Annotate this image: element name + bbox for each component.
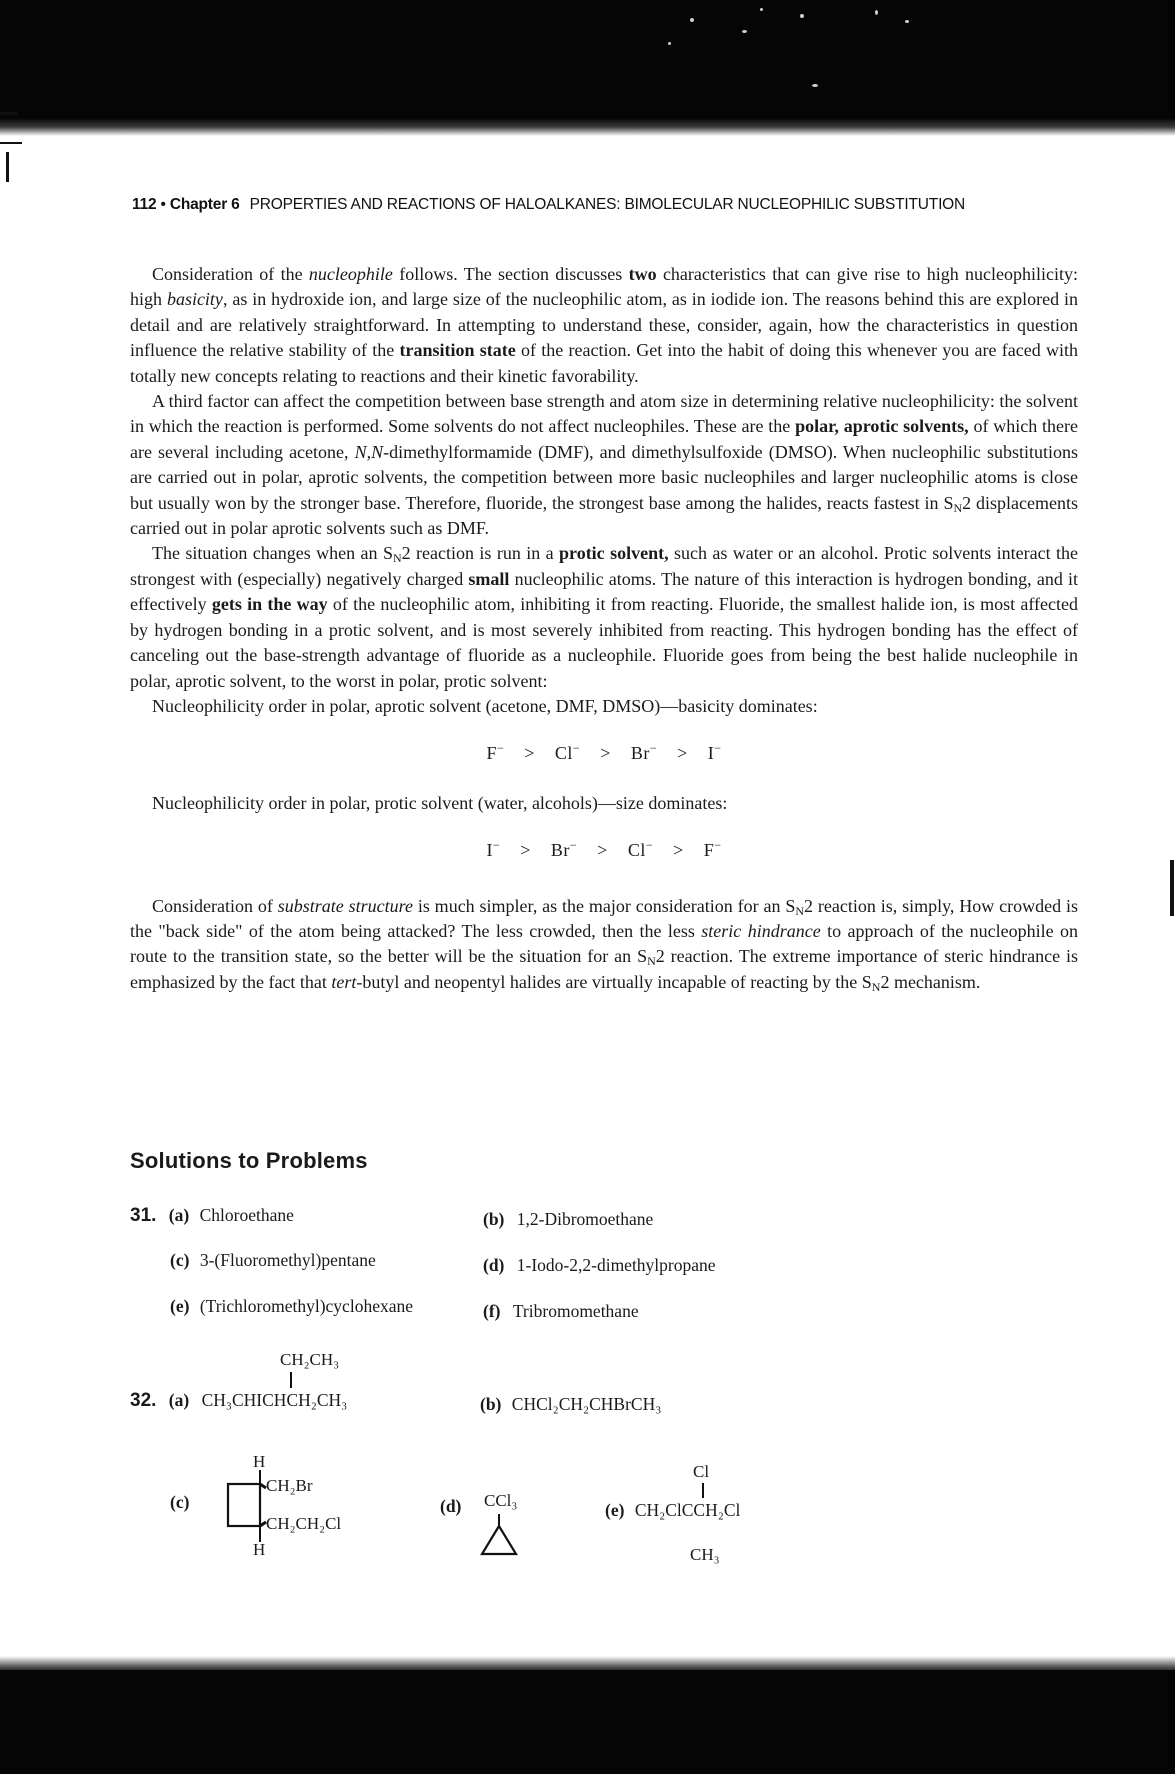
- greater-than: >: [600, 743, 611, 764]
- problem-31-d: [483, 1255, 716, 1276]
- part-label: (e): [170, 1296, 190, 1316]
- problem-number: 32.: [130, 1390, 157, 1411]
- header-bullet: •: [160, 196, 170, 213]
- problem-31-c: [170, 1250, 376, 1271]
- part-label: (b): [483, 1209, 505, 1229]
- paragraph-nucleophile: [130, 262, 1078, 389]
- ion: F−: [486, 741, 505, 764]
- text-run: , as in hydroxide ion, and large size of the nucleophilic atom, as in iodide ion. The reasons behind this are explored in detail and are relatively straightforward. In attempting to understand these, consider, again, how the characteristics in question influence the relative stability of the: [130, 289, 1079, 361]
- text-run: reaction. The extreme importance of steric hindrance is emphasized by the fact that: [130, 946, 1078, 992]
- scan-speck: [760, 8, 763, 11]
- scan-top-border: [0, 0, 1175, 130]
- term-hindrance: hindrance: [747, 920, 821, 941]
- ion-order-aprotic: [130, 741, 1078, 766]
- part-label: (d): [483, 1255, 505, 1275]
- problem-number: 31.: [130, 1205, 157, 1226]
- ion: I−: [486, 838, 501, 861]
- structure-32e-top: Cl: [693, 1462, 710, 1481]
- ion: F−: [703, 838, 722, 861]
- chapter-label: Chapter 6: [169, 196, 240, 213]
- scan-speck: [742, 30, 747, 33]
- text-run: nucleophilic atoms. The nature of this interaction is hydrogen bonding, and it effectively: [130, 568, 1078, 615]
- text-run: Consideration of the: [152, 264, 303, 284]
- text-run: reaction is, simply, How crowded is the "back side" of the atom being attacked? The less crowded, then the less: [130, 895, 1079, 941]
- text-run: The situation changes when an: [152, 543, 378, 564]
- text-run: -dimethylformamide (DMF), and dimethylsulfoxide (DMSO). When nucleophilic substitutions are carried out in polar, aprotic solvents, the competition between more basic nucleophiles and larger nucleophilic atoms is close but usually won by the stronger base. Therefore, fluoride, the strongest base among the halides, reacts fastest in: [130, 441, 1078, 513]
- bond-line: [702, 1483, 704, 1498]
- structure-formula: CHCl₂CH₂CHBrCH₃: [511, 1394, 662, 1414]
- term-steric: steric: [701, 920, 742, 941]
- ring-substituent-2: CH₂CH₂Cl: [266, 1514, 342, 1533]
- term-protic-solvent: protic solvent,: [559, 543, 669, 564]
- scan-bottom-border: [0, 1670, 1175, 1774]
- margin-mark: [1170, 896, 1174, 916]
- problem-32-d-label: [440, 1496, 461, 1517]
- part-label: (e): [605, 1500, 625, 1520]
- term-small: small: [468, 568, 510, 589]
- margin-mark: [6, 152, 9, 182]
- scan-top-edge: [0, 118, 1175, 136]
- text-run: to approach of the nucleophile on route to the transition state, so the better will be the situation for an: [130, 920, 1079, 967]
- ion: Cl−: [627, 838, 654, 861]
- structure-formula: CH₃CHICHCH₂CH₃: [201, 1390, 348, 1410]
- structure-32a-branch: CH₂CH₃: [280, 1350, 340, 1369]
- answer: Tribromomethane: [512, 1301, 639, 1321]
- ring-substituent-1: CH₂Br: [266, 1476, 313, 1495]
- ring-h-bottom: H: [253, 1540, 266, 1559]
- text-run: A third factor can affect the competition between base strength and atom size in determining relative nucleophilicity: the solvent in which the reaction is performed. Some solvents do not affect nucleophiles. These are the: [130, 391, 1078, 437]
- greater-than: >: [524, 743, 535, 764]
- scan-speck: [905, 20, 909, 23]
- paragraph-protic: [130, 541, 1078, 693]
- scan-speck: [668, 42, 671, 45]
- answer: 1-Iodo-2,2-dimethylpropane: [516, 1255, 716, 1275]
- margin-mark: [0, 142, 22, 144]
- term-transition-state: transition state: [399, 340, 516, 361]
- text-run: of which there are several including acetone,: [130, 416, 1079, 462]
- part-label: (a): [168, 1390, 190, 1410]
- term-polar-aprotic: polar, aprotic solvents,: [795, 416, 969, 437]
- text-run: of the reaction. Get into the habit of doing this whenever you are faced with totally new concepts relating to reactions and their kinetic favorability.: [130, 340, 1079, 386]
- text-run: of the nucleophilic atom, inhibiting it from reacting. Fluoride, the smallest halide ion, is most affected by hydrogen bonding in a protic solvent, and is most severely inhibited from reacting. This hydrogen bonding has the effect of canceling out the base-strength advantage of fluoride as a nucleophile. Fluoride goes from being the best halide nucleophile in polar, aprotic solvent, to the worst in polar, protic solvent:: [130, 594, 1079, 691]
- scan-speck: [690, 18, 694, 22]
- term-nucleophile: nucleophile: [308, 264, 393, 284]
- scan-speck: [800, 14, 804, 18]
- term-two: two: [628, 264, 657, 284]
- scan-speck: [875, 10, 878, 15]
- sn2-term: $S_N2$: [785, 895, 814, 918]
- greater-than: >: [673, 840, 684, 861]
- page-number: 112: [132, 196, 157, 213]
- text-run: reaction is run in a: [416, 543, 554, 564]
- ion: I−: [707, 741, 722, 764]
- paragraph-substrate: [130, 894, 1078, 996]
- greater-than: >: [597, 840, 608, 861]
- problem-31-a: [130, 1205, 294, 1227]
- text-run: follows. The section discusses: [399, 264, 623, 284]
- part-label: (b): [480, 1394, 502, 1414]
- answer: 3-(Fluoromethyl)pentane: [199, 1250, 376, 1270]
- term-nn: N,N: [354, 441, 384, 462]
- greater-than: >: [520, 840, 531, 861]
- text-run: such as water or an alcohol. Protic solvents interact the strongest with (especially) negatively charged: [130, 543, 1078, 589]
- answer: 1,2-Dibromoethane: [516, 1209, 654, 1229]
- text-run: mechanism.: [893, 971, 981, 992]
- chapter-title: PROPERTIES AND REACTIONS OF HALOALKANES: BIMOLECULAR NUCLEOPHILIC SUBSTITUTION: [249, 196, 966, 213]
- term-gets-in-the-way: gets in the way: [211, 594, 328, 615]
- text-run: characteristics that can give rise to high nucleophilicity: high: [130, 264, 1078, 310]
- ion: Cl−: [554, 741, 581, 764]
- margin-mark: [0, 112, 18, 115]
- term-substrate-structure: substrate structure: [277, 895, 413, 916]
- order-aprotic-label: Nucleophilicity order in polar, aprotic solvent (acetone, DMF, DMSO)—basicity dominates:: [152, 695, 818, 716]
- cyclobutane-ring-icon: [200, 1450, 300, 1560]
- order-protic-label: Nucleophilicity order in polar, protic solvent (water, alcohols)—size dominates:: [152, 792, 728, 813]
- part-label: (c): [170, 1492, 190, 1512]
- problem-32-c-label: [170, 1492, 189, 1513]
- part-label: (d): [440, 1496, 462, 1516]
- term-basicity: basicity: [166, 289, 223, 310]
- cyclopropane-ring-icon: [470, 1512, 530, 1562]
- cyclopropane-substituent: CCl₃: [484, 1491, 518, 1510]
- scan-speck: [812, 84, 818, 87]
- problem-31-b: [483, 1209, 653, 1230]
- sn2-term: $S_N2$: [861, 971, 890, 994]
- problem-31-f: [483, 1301, 639, 1322]
- body-text: [130, 262, 1078, 995]
- part-label: (c): [170, 1250, 190, 1270]
- sn2-term: $S_N2$: [943, 492, 972, 515]
- ion: Br−: [550, 838, 578, 861]
- text-run: displacements carried out in polar aprotic solvents such as DMF.: [130, 492, 1078, 539]
- ring-h-top: H: [253, 1452, 266, 1471]
- text-run: Consideration of: [152, 895, 273, 916]
- sn2-term: $S_N2$: [382, 543, 411, 566]
- ion: Br−: [630, 741, 658, 764]
- structure-32e-bottom: CH₃: [690, 1545, 720, 1564]
- term-tert: tert: [331, 971, 357, 992]
- problem-32-a: [130, 1390, 347, 1412]
- paragraph-solvent: [130, 389, 1078, 541]
- greater-than: >: [677, 743, 688, 764]
- answer: Chloroethane: [199, 1205, 294, 1225]
- bond-line: [290, 1372, 292, 1388]
- structure-formula: CH₂ClCCH₂Cl: [634, 1500, 741, 1520]
- text-run: -butyl and neopentyl halides are virtually incapable of reacting by the: [356, 971, 858, 992]
- problem-31-e: [170, 1296, 413, 1317]
- problem-32-b: [480, 1394, 661, 1415]
- part-label: (f): [483, 1301, 501, 1321]
- solutions-heading: Solutions to Problems: [130, 1148, 368, 1173]
- sn2-term: $S_N2$: [637, 946, 665, 969]
- text-run: is much simpler, as the major consideration for an: [417, 895, 781, 916]
- ion-order-protic: [130, 838, 1078, 863]
- part-label: (a): [168, 1205, 190, 1225]
- running-header: [132, 196, 1082, 214]
- answer: (Trichloromethyl)cyclohexane: [199, 1296, 413, 1316]
- problem-32-e: [605, 1500, 740, 1521]
